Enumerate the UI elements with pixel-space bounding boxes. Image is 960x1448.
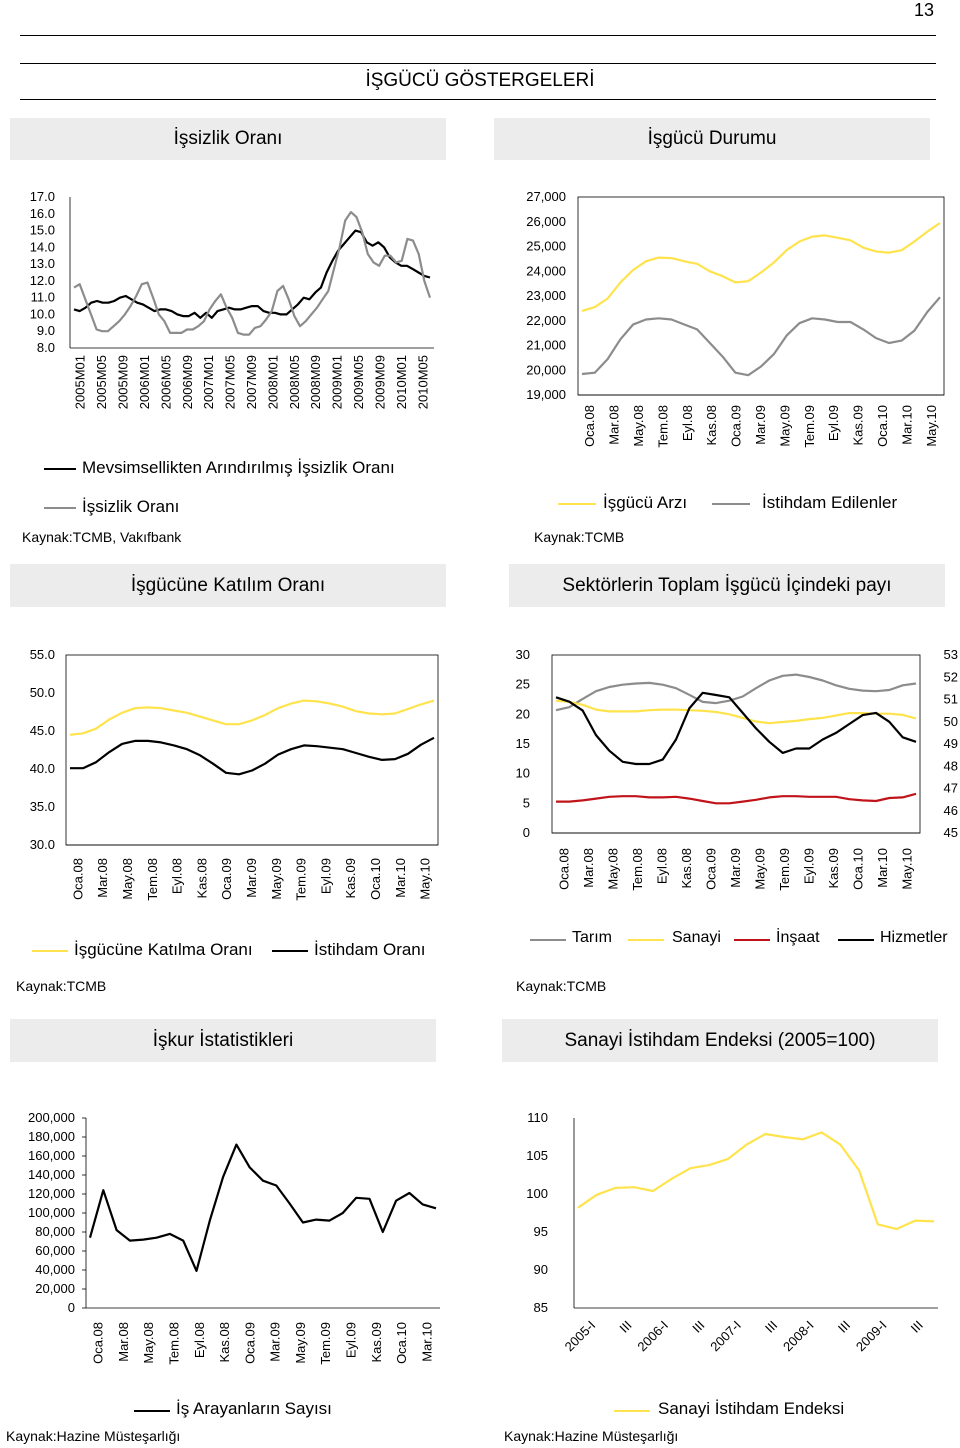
y-tick-label: 8.0 [36, 340, 55, 355]
x-tick-label: Eyl.08 [679, 405, 695, 442]
y-tick-label: 26,000 [526, 213, 566, 229]
x-tick-label: III [907, 1317, 926, 1336]
x-tick-label: Eyl.09 [801, 848, 817, 885]
y-right-tick-label: 50 [943, 713, 958, 729]
legend-label-industry-index: Sanayi İstihdam Endeksi [658, 1399, 845, 1418]
x-tick-label: 2005M05 [94, 355, 110, 410]
legend-label-sa-unemployment: Mevsimsellikten Arındırılmış İşsizlik Oranı [82, 458, 395, 477]
x-tick-label: 2007M09 [244, 355, 259, 410]
x-tick-label: Oca.10 [368, 858, 383, 900]
legend-line-sa-unemployment [44, 468, 76, 470]
legend-label-job-seekers: İş Arayanların Sayısı [176, 1399, 332, 1418]
iskur-chart [0, 1100, 470, 1390]
x-tick-label: Kas.08 [217, 1322, 233, 1363]
y-tick-label: 14.0 [29, 239, 55, 255]
legend-line-agriculture [530, 939, 566, 941]
y-tick-label: 24,000 [526, 263, 566, 279]
y-tick-label: 45.0 [29, 723, 55, 738]
legend-label-labour-supply: İşgücü Arzı [603, 493, 688, 512]
y-tick-label: 9.0 [36, 323, 55, 339]
y-tick-label: 25 [515, 676, 530, 692]
y-tick-label: 10 [515, 765, 530, 781]
y-tick-label: 25,000 [526, 238, 566, 254]
y-tick-label: 90 [533, 1262, 548, 1277]
y-tick-label: 100,000 [28, 1205, 75, 1220]
y-right-tick-label: 46 [943, 802, 958, 818]
x-tick-label: 2007M01 [201, 355, 217, 410]
y-tick-label: 0 [522, 825, 530, 840]
y-tick-label: 15.0 [29, 222, 55, 238]
title-rule-bottom [20, 99, 936, 100]
y-tick-label: 50.0 [29, 685, 55, 700]
y-tick-label: 55.0 [29, 647, 55, 662]
page-number: 13 [913, 0, 934, 20]
x-tick-label: Tem.08 [144, 858, 160, 901]
x-tick-label: Eyl.09 [343, 1322, 359, 1359]
y-right-tick-label: 45 [943, 825, 958, 840]
y-right-tick-label: 49 [943, 736, 958, 751]
y-tick-label: 30 [515, 647, 530, 662]
x-tick-label: Tem.09 [293, 858, 309, 901]
x-tick-label: 2008M01 [265, 355, 281, 410]
y-tick-label: 10.0 [29, 306, 55, 322]
x-tick-label: Oca.08 [70, 858, 86, 900]
series-line-i-sizlik-oran [74, 212, 430, 335]
y-tick-label: 30.0 [29, 837, 55, 852]
x-tick-label: 2010M01 [393, 355, 409, 410]
x-tick-label: May.09 [777, 405, 793, 447]
x-tick-label: Mar.10 [899, 405, 915, 445]
x-tick-label: 2008M05 [286, 355, 302, 410]
x-tick-label: Eyl.08 [191, 1322, 207, 1359]
y-tick-label: 40,000 [35, 1262, 75, 1277]
source-labour: Kaynak:TCMB [534, 529, 625, 545]
x-tick-label: Eyl.09 [318, 858, 334, 895]
x-tick-label: Tem.09 [801, 405, 817, 448]
legend-line-job-seekers [134, 1410, 170, 1412]
y-right-tick-label: 48 [943, 758, 958, 774]
plot-frame [552, 655, 920, 833]
x-tick-label: Kas.09 [850, 405, 866, 446]
y-tick-label: 120,000 [28, 1186, 75, 1201]
x-tick-label: Oca.09 [219, 858, 235, 900]
legend-label-unemployment: İşsizlik Oranı [82, 497, 180, 516]
header-rule [20, 35, 936, 36]
x-tick-label: 2007M05 [222, 355, 238, 410]
x-tick-label: Kas.08 [704, 405, 720, 446]
y-tick-label: 21,000 [526, 337, 566, 353]
x-tick-label: Mar.10 [419, 1322, 435, 1362]
y-right-tick-label: 53 [943, 647, 958, 662]
legend-line-services [838, 939, 874, 941]
x-tick-label: May.10 [417, 858, 433, 900]
x-tick-label: Tem.08 [655, 405, 671, 448]
y-tick-label: 17.0 [29, 189, 55, 204]
x-tick-label: Eyl.09 [826, 405, 842, 442]
legend-line-unemployment [44, 507, 76, 509]
x-tick-label: III [762, 1317, 781, 1336]
source-participation: Kaynak:TCMB [16, 978, 107, 994]
x-tick-label: May.09 [292, 1322, 308, 1364]
y-tick-label: 160,000 [28, 1148, 75, 1163]
x-tick-label: 2009M05 [351, 355, 367, 410]
page-title: İŞGÜCÜ GÖSTERGELERİ [365, 70, 595, 91]
y-tick-label: 11.0 [30, 289, 55, 305]
labour-chart [480, 185, 960, 475]
legend-label-employment-rate: İstihdam Oranı [314, 940, 426, 959]
series-line-sanayi-i-stihdam-endeksi [578, 1132, 934, 1229]
x-tick-label: May.09 [268, 858, 284, 900]
y-tick-label: 80,000 [35, 1224, 75, 1239]
panel-title-participation: İşgücüne Katılım Oranı [10, 564, 446, 607]
x-tick-label: Oca.09 [703, 848, 719, 890]
y-tick-label: 20 [515, 706, 530, 722]
x-tick-label: 2009M01 [329, 355, 345, 410]
y-tick-label: 35.0 [29, 799, 55, 814]
x-tick-label: Eyl.08 [169, 858, 185, 895]
y-tick-label: 16.0 [29, 205, 55, 221]
y-tick-label: 0 [67, 1300, 75, 1315]
x-tick-label: Mar.08 [606, 405, 622, 445]
x-tick-label: May.08 [120, 858, 135, 900]
x-tick-label: Oca.08 [556, 848, 572, 890]
y-tick-label: 100 [526, 1186, 548, 1201]
x-tick-label: 2006M01 [136, 355, 152, 410]
plot-frame [66, 655, 438, 845]
y-tick-label: 200,000 [28, 1110, 75, 1125]
x-tick-label: 2006M05 [158, 355, 174, 410]
x-tick-label: Tem.08 [629, 848, 645, 891]
x-tick-label: Tem.08 [166, 1322, 182, 1365]
x-tick-label: 2008-I [780, 1317, 817, 1355]
x-tick-label: Oca.10 [850, 848, 866, 890]
y-tick-label: 27,000 [526, 189, 566, 204]
series-line-mevsimsellikten-ar-nd-r-lm-i-sizlik-oran [74, 231, 430, 318]
y-tick-label: 85 [533, 1300, 548, 1315]
x-tick-label: 2005-I [561, 1317, 599, 1355]
y-tick-label: 95 [533, 1224, 548, 1239]
x-tick-label: Oca.10 [394, 1322, 410, 1364]
x-tick-label: Mar.09 [267, 1322, 283, 1362]
x-tick-label: 2006-I [634, 1317, 672, 1355]
legend-line-employed [712, 503, 750, 505]
panel-title-sectors: Sektörlerin Toplam İşgücü İçindeki payı [509, 564, 945, 607]
x-tick-label: Mar.09 [244, 858, 259, 898]
series-line-i-g-c-ne-kat-lma-oran [70, 701, 434, 735]
x-tick-label: 2009M09 [372, 355, 388, 410]
x-tick-label: Kas.09 [826, 848, 842, 889]
y-right-tick-label: 52 [943, 669, 958, 685]
y-tick-label: 105 [526, 1148, 548, 1163]
legend-line-construction [734, 939, 770, 941]
legend-line-labour-supply [558, 503, 596, 505]
source-industry-index: Kaynak:Hazine Müsteşarlığı [504, 1428, 679, 1444]
series-line-i-g-c-arz [582, 223, 940, 311]
source-unemployment: Kaynak:TCMB, Vakıfbank [22, 529, 182, 545]
y-tick-label: 40.0 [29, 761, 55, 776]
x-tick-label: Tem.09 [777, 848, 793, 891]
industry-index-chart [480, 1100, 960, 1390]
x-tick-label: Oca.10 [875, 405, 890, 447]
x-tick-label: Kas.09 [368, 1322, 384, 1363]
legend-label-industry: Sanayi [672, 929, 721, 946]
source-iskur: Kaynak:Hazine Müsteşarlığı [6, 1428, 181, 1444]
x-tick-label: Oca.09 [242, 1322, 258, 1364]
series-line-i-arayanlar-n-say-s [90, 1145, 436, 1271]
x-tick-label: Mar.08 [115, 1322, 131, 1362]
x-tick-label: May.08 [141, 1322, 157, 1364]
y-right-tick-label: 51 [943, 691, 958, 707]
series-line-i-stihdam-oran [70, 738, 434, 775]
y-tick-label: 19,000 [526, 387, 566, 402]
unemployment-chart [0, 185, 470, 445]
legend-label-agriculture: Tarım [572, 929, 612, 946]
y-tick-label: 12.0 [29, 272, 55, 288]
y-tick-label: 15 [515, 736, 530, 751]
y-tick-label: 22,000 [526, 312, 566, 328]
panel-title-unemployment: İşsizlik Oranı [10, 118, 446, 160]
y-right-tick-label: 47 [943, 780, 958, 796]
x-tick-label: 2008M09 [308, 355, 324, 410]
panel-title-iskur: İşkur İstatistikleri [10, 1019, 436, 1062]
legend-line-employment-rate [272, 950, 308, 952]
x-tick-label: 2005M09 [115, 355, 131, 410]
legend-label-participation: İşgücüne Katılma Oranı [74, 940, 253, 959]
legend-label-services: Hizmetler [880, 929, 948, 946]
x-tick-label: May.08 [605, 848, 621, 890]
x-tick-label: Mar.09 [728, 848, 743, 888]
y-tick-label: 5 [522, 795, 530, 811]
x-tick-label: III [689, 1317, 708, 1336]
panel-title-industry-index: Sanayi İstihdam Endeksi (2005=100) [502, 1019, 938, 1062]
x-tick-label: 2009-I [852, 1317, 890, 1355]
participation-chart [0, 640, 470, 930]
x-tick-label: Oca.08 [582, 405, 598, 447]
y-tick-label: 20,000 [526, 362, 566, 378]
x-tick-label: Mar.08 [580, 848, 596, 888]
x-tick-label: III [616, 1317, 635, 1336]
x-tick-label: Kas.08 [194, 858, 210, 899]
x-tick-label: May.10 [899, 848, 915, 890]
x-tick-label: Mar.09 [753, 405, 768, 445]
y-tick-label: 23,000 [526, 288, 566, 303]
sectors-chart [480, 640, 960, 920]
legend-label-construction: İnşaat [776, 929, 820, 946]
legend-line-industry-index [614, 1410, 650, 1412]
series-line-hizmetler [556, 693, 916, 764]
x-tick-label: 2006M09 [179, 355, 195, 410]
x-tick-label: 2005M01 [72, 355, 88, 410]
x-tick-label: Tem.09 [318, 1322, 334, 1365]
source-sectors: Kaynak:TCMB [516, 978, 607, 994]
x-tick-label: Mar.08 [95, 858, 111, 898]
x-tick-label: Mar.10 [392, 858, 408, 898]
legend-label-employed: İstihdam Edilenler [762, 493, 898, 512]
y-tick-label: 140,000 [28, 1167, 75, 1182]
y-tick-label: 60,000 [35, 1243, 75, 1258]
x-tick-label: Oca.09 [728, 405, 744, 447]
x-tick-label: III [834, 1317, 854, 1336]
panel-title-labour: İşgücü Durumu [494, 118, 930, 160]
x-tick-label: Kas.09 [343, 858, 359, 899]
x-tick-label: 2010M05 [415, 355, 431, 410]
series-line-i-n-aat [556, 794, 916, 804]
title-rule-top [20, 63, 936, 64]
x-tick-label: 2007-I [707, 1317, 744, 1355]
y-tick-label: 13.0 [29, 256, 55, 272]
x-tick-label: Kas.08 [678, 848, 694, 889]
x-tick-label: May.10 [923, 405, 939, 447]
y-tick-label: 20,000 [35, 1281, 75, 1296]
x-tick-label: May.08 [631, 405, 646, 447]
x-tick-label: Oca.08 [90, 1322, 106, 1364]
legend-line-participation [32, 950, 68, 952]
series-line-i-stihdam-edilenler [582, 297, 940, 375]
x-tick-label: Eyl.08 [654, 848, 670, 885]
x-tick-label: Mar.10 [875, 848, 891, 888]
x-tick-label: May.09 [752, 848, 768, 890]
y-tick-label: 180,000 [28, 1129, 75, 1144]
y-tick-label: 110 [527, 1110, 548, 1125]
legend-line-industry [628, 939, 664, 941]
